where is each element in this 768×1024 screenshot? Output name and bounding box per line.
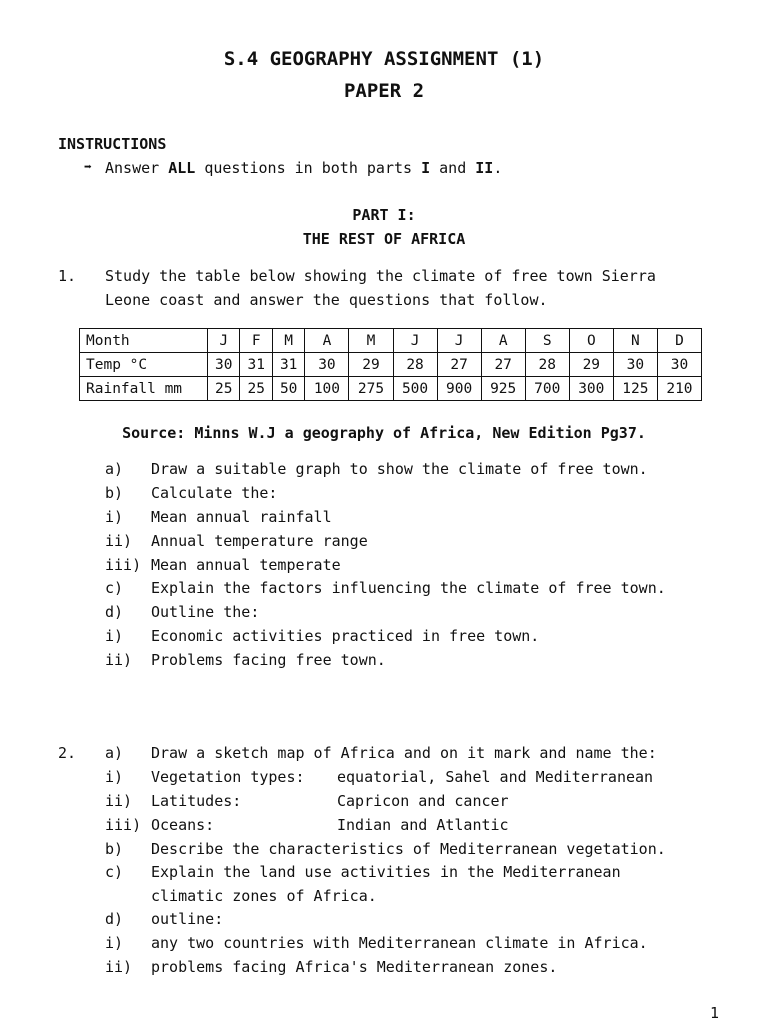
item-text: Vegetation types: [151,768,305,786]
table-cell: 30 [305,353,349,377]
item-label: i) [105,934,124,952]
item-text: Draw a sketch map of Africa and on it mark and name the: [151,744,657,762]
item-label: b) [105,484,124,502]
item-label: d) [105,603,124,621]
item-label: ii) [105,792,133,810]
table-cell: 50 [272,377,304,401]
table-cell: 900 [437,377,481,401]
table-cell: 29 [569,353,613,377]
paper-title: PAPER 2 [343,80,425,102]
table-header-cell: J [393,329,437,353]
item-label: i) [105,768,124,786]
item-text: climatic zones of Africa. [151,887,377,905]
table-cell: 100 [305,377,349,401]
part-subtitle: THE REST OF AFRICA [302,230,466,248]
item-label: c) [105,863,124,881]
table-cell: 25 [208,377,240,401]
table-cell: 27 [481,353,525,377]
table-cell: 275 [349,377,393,401]
table-header-cell: M [349,329,393,353]
table-header-cell: J [208,329,240,353]
table-cell: 210 [657,377,701,401]
table-cell: 30 [657,353,701,377]
table-cell: 30 [613,353,657,377]
table-cell: 28 [525,353,569,377]
table-row [80,353,702,377]
table-header-cell: A [481,329,525,353]
table-header-cell: Month [80,329,208,353]
table-cell: 125 [613,377,657,401]
item-label: b) [105,840,124,858]
item-label: ii) [105,532,133,550]
question-intro: Study the table below showing the climate of free town Sierra [105,267,656,285]
item-text: Problems facing free town. [151,651,386,669]
item-text: Describe the characteristics of Mediterranean vegetation. [151,840,666,858]
table-row [80,377,702,401]
item-value: Capricon and cancer [337,792,509,810]
item-label: i) [105,508,124,526]
assignment-title: S.4 GEOGRAPHY ASSIGNMENT (1) [223,48,545,70]
item-text: Draw a suitable graph to show the climate of free town. [151,460,648,478]
item-label: c) [105,579,124,597]
question-number: 1. [58,267,77,285]
instructions-text: Answer ALL questions in both parts I and II. [105,159,503,177]
item-label: ii) [105,958,133,976]
table-header-row [80,329,702,353]
item-label: iii) [105,556,142,574]
table-header-cell: F [240,329,272,353]
question-number: 2. [58,744,77,762]
table-cell: 28 [393,353,437,377]
item-text: Explain the land use activities in the Mediterranean [151,863,621,881]
table-cell: 700 [525,377,569,401]
item-label: iii) [105,816,142,834]
instructions-heading: INSTRUCTIONS [58,135,167,153]
table-cell: 500 [393,377,437,401]
table-cell: 27 [437,353,481,377]
item-text: Annual temperature range [151,532,368,550]
item-text: Calculate the: [151,484,278,502]
table-header-cell: M [272,329,304,353]
item-text: Mean annual rainfall [151,508,332,526]
table-header-cell: S [525,329,569,353]
item-text: Oceans: [151,816,215,834]
item-label: d) [105,910,124,928]
table-header-cell: O [569,329,613,353]
question-intro: Leone coast and answer the questions that follow. [105,291,548,309]
item-label: ii) [105,651,133,669]
table-cell: 31 [272,353,304,377]
item-label: a) [105,744,124,762]
table-cell: 31 [240,353,272,377]
page-number: 1 [710,1004,720,1022]
table-cell: Temp °C [80,353,208,377]
item-text: Explain the factors influencing the climate of free town. [151,579,666,597]
table-cell: 29 [349,353,393,377]
item-text: problems facing Africa's Mediterranean zones. [151,958,558,976]
item-label: a) [105,460,124,478]
item-text: outline: [151,910,224,928]
table-cell: 25 [240,377,272,401]
item-text: Mean annual temperate [151,556,341,574]
table-source: Source: Minns W.J a geography of Africa, New Edition Pg37. [122,424,646,442]
item-value: equatorial, Sahel and Mediterranean [337,768,654,786]
climate-table [79,328,702,401]
item-value: Indian and Atlantic [337,816,509,834]
table-cell: 925 [481,377,525,401]
table-cell: 30 [208,353,240,377]
table-cell: Rainfall mm [80,377,208,401]
arrow-right-icon: ➡ [84,160,92,175]
table-header-cell: J [437,329,481,353]
table-header-cell: D [657,329,701,353]
table-cell: 300 [569,377,613,401]
item-text: Latitudes: [151,792,242,810]
part-label: PART I: [352,206,416,224]
item-label: i) [105,627,124,645]
item-text: Economic activities practiced in free town. [151,627,540,645]
table-header-cell: N [613,329,657,353]
item-text: Outline the: [151,603,260,621]
item-text: any two countries with Mediterranean climate in Africa. [151,934,648,952]
table-header-cell: A [305,329,349,353]
